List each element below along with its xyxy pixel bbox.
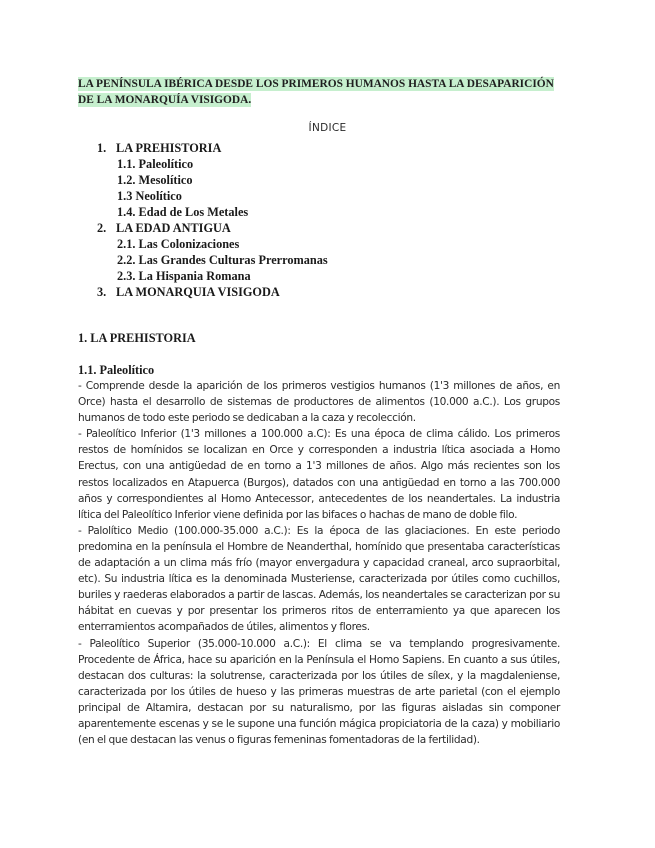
toc-item-label: Las Colonizaciones (138, 237, 240, 251)
toc-item (97, 284, 280, 300)
subsection-heading: 1.1. Paleolítico (78, 363, 155, 377)
toc-item-number: 1.3 (117, 189, 133, 203)
toc-item-label: Mesolítico (138, 173, 193, 187)
toc-item (117, 188, 182, 204)
toc-item (117, 252, 328, 268)
toc-item-label: Paleolítico (138, 157, 194, 171)
index-heading: ÍNDICE (308, 122, 347, 134)
toc-item-number: 3. (97, 285, 107, 299)
toc-item (117, 268, 251, 284)
toc-item-number: 1.4. (117, 205, 136, 219)
body-paragraph: - Paleolítico Inferior (1'3 millones a 100.000 a.C): Es una época de clima cálido. Los primeros restos de homínidos se localizan en Orce y corresponden a industria lítica asociada a Homo Erectus, con una antigüedad de en torno a 1'3 millones de años. Algo más recientes son los restos localizados en Atapuerca (Burgos), datados con una antigüedad en torno a las 700.000 años y correspondientes al Homo Antecessor, antecedentes de los neandertales. La industria lítica del Paleolítico Inferior viene definida por las bifaces o hachas de mano de doble filo. (78, 428, 560, 521)
toc-item-label: Neolítico (135, 189, 182, 203)
toc-item-number: 2.2. (117, 253, 136, 267)
body-paragraph: - Palolítico Medio (100.000-35.000 a.C.): Es la época de las glaciaciones. En este periodo predomina en la península el Hombre de Neanderthal, homínido que presentaba características de adaptación a un clima más frío (mayor envergadura y capacidad craneal, arco supraorbital, etc). Su industria lítica es la denominada Musteriense, caracterizada por útiles como cuchillos, buriles y raederas elaborados a partir de lascas. Además, los neandertales se caracterizan por su hábitat en cuevas y por presentar los primeros ritos de enterramiento ya que aparecen los enterramientos acompañados de útiles, alimentos y flores. (78, 524, 560, 634)
body-paragraph: - Comprende desde la aparición de los primeros vestigios humanos (1'3 millones de años, en Orce) hasta el desarrollo de sistemas de productores de alimentos (10.000 a.C.). Los grupos humanos de todo este periodo se dedicaban a la caza y recolección. (78, 380, 560, 425)
toc-item-label: LA EDAD ANTIGUA (116, 221, 231, 235)
body-paragraph: - Paleolítico Superior (35.000-10.000 a.C.): El clima se va templando progresivamente. Procedente de África, hace su aparición en la Península el Homo Sapiens. En cuanto a sus útiles, destacan dos culturas: la solutrense, caracterizada por los útiles de sílex, y la magdaleniense, caracterizada por los útiles de hueso y las primeras muestras de arte parietal (con el ejemplo principal de Altamira, destacan por su naturalismo, por las figuras aisladas sin componer aparentemente escenas y se le supone una función mágica propiciatoria de la caza) y mobiliario (en el que destacan las venus o figuras femeninas fomentadoras de la fertilidad). (78, 637, 560, 747)
toc-item-number: 1. (97, 141, 107, 155)
toc-item-number: 1.1. (117, 157, 136, 171)
toc-item (117, 172, 192, 188)
toc-item-number: 2.1. (117, 237, 136, 251)
toc-item (97, 140, 221, 156)
toc-item-number: 2. (97, 221, 107, 235)
title-highlight: LA PENÍNSULA IBÉRICA DESDE LOS PRIMEROS HUMANOS HASTA LA DESAPARICIÓN DE LA MONARQUÍA VISIGODA. (78, 78, 554, 106)
document-title (78, 76, 568, 108)
toc-item (117, 236, 239, 252)
toc-item-label: LA MONARQUIA VISIGODA (116, 285, 280, 299)
section-heading: 1. LA PREHISTORIA (78, 331, 196, 345)
toc-item-label: Edad de Los Metales (138, 205, 249, 219)
toc-item-label: La Hispania Romana (138, 269, 251, 283)
toc-item (117, 204, 248, 220)
toc-item-number: 2.3. (117, 269, 136, 283)
toc-item-number: 1.2. (117, 173, 136, 187)
toc-item-label: LA PREHISTORIA (116, 141, 222, 155)
toc-item-label: Las Grandes Culturas Prerromanas (138, 253, 328, 267)
section-body (78, 378, 560, 748)
toc-item (97, 220, 231, 236)
toc-item (117, 156, 193, 172)
